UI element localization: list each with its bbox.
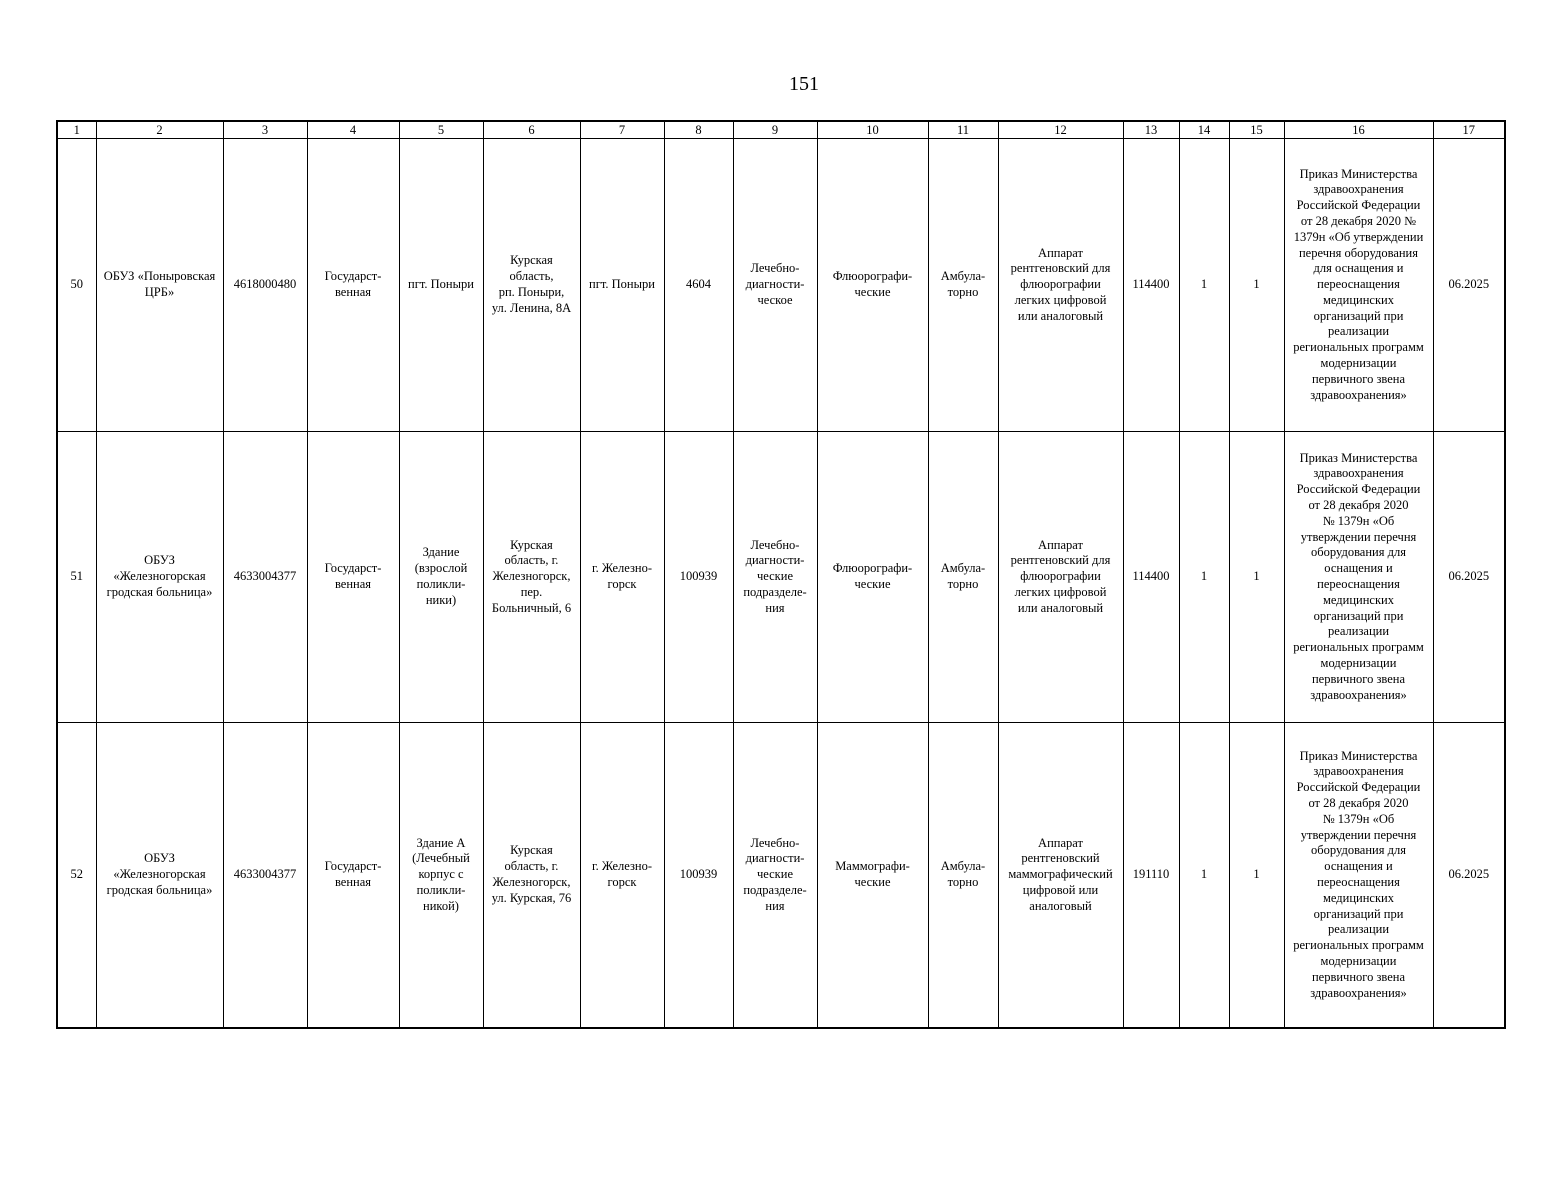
cell-line: или аналоговый xyxy=(1017,600,1104,615)
column-number: 15 xyxy=(1229,121,1284,139)
cell-line: легких цифровой xyxy=(1014,292,1107,307)
cell-line: горск xyxy=(607,577,637,591)
cell-line: Российской Федерации xyxy=(1296,482,1421,497)
cell-line: здравоохранения xyxy=(1313,466,1404,481)
cell-settlement xyxy=(580,723,664,1029)
cell-equipment-name xyxy=(998,723,1123,1029)
cell-line: Аппарат xyxy=(1038,835,1083,850)
cell-equipment-code: 114400 xyxy=(1123,432,1179,723)
cell-building xyxy=(399,139,483,432)
column-number: 12 xyxy=(998,121,1123,139)
cell-line: здравоохранения» xyxy=(1310,687,1407,702)
cell-line: медицинских xyxy=(1323,592,1394,607)
cell-line: венная xyxy=(334,875,372,889)
cell-line: здравоохранения» xyxy=(1310,387,1407,402)
cell-equipment-category xyxy=(817,723,928,1029)
cell-line: Курская xyxy=(510,537,553,552)
cell-line: Аппарат xyxy=(1038,245,1083,260)
column-number: 13 xyxy=(1123,121,1179,139)
cell-inn: 4633004377 xyxy=(223,432,307,723)
cell-line: ЦРБ» xyxy=(144,285,175,299)
cell-line: Приказ Министерства xyxy=(1299,450,1418,465)
cell-inn: 4633004377 xyxy=(223,723,307,1029)
cell-line: Лечебно- xyxy=(750,835,800,850)
cell-line: маммографический xyxy=(1008,867,1113,882)
cell-equipment-name xyxy=(998,432,1123,723)
cell-line: горск xyxy=(607,875,637,889)
cell-line: или аналоговый xyxy=(1017,308,1104,323)
cell-line: оборудования для xyxy=(1311,545,1406,560)
cell-line: ул. Ленина, 8А xyxy=(491,300,572,315)
cell-line: переоснащения xyxy=(1317,277,1400,292)
cell-line: здравоохранения» xyxy=(1310,985,1407,1000)
page-number: 151 xyxy=(789,73,819,95)
cell-line: от 28 декабря 2020 № xyxy=(1300,213,1417,228)
cell-unit-type xyxy=(733,723,817,1029)
cell-line: Приказ Министерства xyxy=(1299,748,1418,763)
cell-care-conditions xyxy=(928,432,998,723)
equipment-table xyxy=(56,120,1506,1029)
cell-line: венная xyxy=(334,577,372,591)
cell-line: «Железногорская xyxy=(113,867,206,882)
cell-line: «Железногорская xyxy=(113,569,206,584)
cell-line: г. Железно- xyxy=(591,859,653,874)
cell-line: утверждении перечня xyxy=(1300,529,1417,544)
cell-line: переоснащения xyxy=(1317,875,1400,889)
cell-line: подразделе- xyxy=(743,584,807,599)
cell-line: Амбула- xyxy=(940,561,986,576)
cell-line: 1379н «Об утверждении xyxy=(1293,229,1424,244)
cell-legal-basis xyxy=(1284,432,1433,723)
cell-line: гродская больница» xyxy=(106,584,213,599)
cell-line: г. Железно- xyxy=(591,561,653,576)
cell-unit-type xyxy=(733,139,817,432)
cell-line: Флюорографи- xyxy=(832,269,913,284)
cell-care-conditions xyxy=(928,723,998,1029)
cell-line: Амбула- xyxy=(940,269,986,284)
cell-line: для оснащения и xyxy=(1313,261,1404,276)
cell-line: Маммографи- xyxy=(835,859,910,874)
cell-line: организаций при xyxy=(1313,906,1404,921)
cell-delivery-date: 06.2025 xyxy=(1433,139,1505,432)
cell-line: организаций при xyxy=(1313,308,1404,323)
cell-quantity-b: 1 xyxy=(1229,432,1284,723)
cell-population: 100939 xyxy=(664,432,733,723)
cell-line: медицинских xyxy=(1323,890,1394,905)
table-body xyxy=(57,139,1505,1029)
cell-line: ческие xyxy=(756,867,793,882)
cell-line: Здание А xyxy=(416,835,466,850)
cell-row-number: 52 xyxy=(57,723,96,1029)
cell-line: Амбула- xyxy=(940,859,986,874)
cell-organization-name xyxy=(96,432,223,723)
cell-quantity-a: 1 xyxy=(1179,432,1229,723)
cell-line: Больничный, 6 xyxy=(491,600,572,615)
cell-line: Государст- xyxy=(324,269,382,284)
cell-equipment-code: 114400 xyxy=(1123,139,1179,432)
cell-legal-basis xyxy=(1284,723,1433,1029)
column-number: 16 xyxy=(1284,121,1433,139)
cell-line: легких цифровой xyxy=(1014,584,1107,599)
cell-line: Государст- xyxy=(324,561,382,576)
column-number: 11 xyxy=(928,121,998,139)
cell-line: здравоохранения xyxy=(1313,182,1404,197)
cell-line: корпус с xyxy=(418,867,464,882)
cell-line: подразделе- xyxy=(743,882,807,897)
cell-line: Российской Федерации xyxy=(1296,198,1421,213)
cell-line: модернизации xyxy=(1320,953,1397,968)
cell-line: утверждении перечня xyxy=(1300,827,1417,842)
cell-address xyxy=(483,432,580,723)
cell-line: (Лечебный xyxy=(412,851,470,866)
cell-line: переоснащения xyxy=(1317,577,1400,591)
cell-line: ул. Курская, 76 xyxy=(491,890,572,905)
cell-equipment-name xyxy=(998,139,1123,432)
cell-line: № 1379н «Об xyxy=(1322,513,1395,528)
cell-line: поликли- xyxy=(416,882,466,897)
cell-line: цифровой или xyxy=(1022,882,1099,897)
cell-line: диагности- xyxy=(745,277,805,292)
cell-line: ники) xyxy=(425,592,457,607)
column-number: 10 xyxy=(817,121,928,139)
cell-line: ния xyxy=(765,898,785,913)
cell-line: региональных программ xyxy=(1293,340,1424,355)
column-number: 2 xyxy=(96,121,223,139)
column-number-row xyxy=(57,121,1505,139)
cell-line: оборудования для xyxy=(1311,843,1406,858)
cell-ownership-form xyxy=(307,139,399,432)
cell-organization-name xyxy=(96,723,223,1029)
cell-address xyxy=(483,723,580,1029)
cell-line: Приказ Министерства xyxy=(1299,166,1418,181)
cell-line: поликли- xyxy=(416,577,466,591)
table-row xyxy=(57,432,1505,723)
cell-line: (взрослой xyxy=(414,561,468,576)
cell-line: Здание xyxy=(422,545,460,560)
cell-delivery-date: 06.2025 xyxy=(1433,432,1505,723)
cell-line: область, г. xyxy=(504,553,559,568)
cell-quantity-a: 1 xyxy=(1179,723,1229,1029)
column-number: 8 xyxy=(664,121,733,139)
cell-line: от 28 декабря 2020 xyxy=(1308,498,1409,513)
column-number: 1 xyxy=(57,121,96,139)
column-number: 6 xyxy=(483,121,580,139)
cell-line: рентгеновский xyxy=(1021,851,1100,866)
cell-organization-name xyxy=(96,139,223,432)
cell-line: модернизации xyxy=(1320,655,1397,670)
cell-quantity-b: 1 xyxy=(1229,139,1284,432)
cell-inn: 4618000480 xyxy=(223,139,307,432)
column-number: 17 xyxy=(1433,121,1505,139)
cell-line: Государст- xyxy=(324,859,382,874)
cell-line: флюорографии xyxy=(1020,277,1101,292)
column-number: 5 xyxy=(399,121,483,139)
cell-line: оснащения и xyxy=(1324,859,1393,874)
cell-line: ческие xyxy=(854,285,891,299)
cell-line: область, г. xyxy=(504,859,559,874)
cell-line: ческие xyxy=(756,569,793,584)
cell-line: венная xyxy=(334,285,372,299)
cell-line: здравоохранения xyxy=(1313,764,1404,779)
cell-line: флюорографии xyxy=(1020,569,1101,584)
cell-settlement xyxy=(580,139,664,432)
cell-care-conditions xyxy=(928,139,998,432)
cell-line: реализации xyxy=(1327,922,1390,937)
cell-line: организаций при xyxy=(1313,608,1404,623)
cell-line: рп. Поныри, xyxy=(498,285,565,299)
cell-line: реализации xyxy=(1327,624,1390,639)
cell-line: региональных программ xyxy=(1293,938,1424,953)
cell-equipment-category xyxy=(817,432,928,723)
table-row xyxy=(57,723,1505,1029)
table-row xyxy=(57,139,1505,432)
cell-line: Курская xyxy=(510,253,553,268)
cell-line: ческое xyxy=(757,292,793,307)
cell-line: Курская xyxy=(510,843,553,858)
column-number: 7 xyxy=(580,121,664,139)
cell-building xyxy=(399,723,483,1029)
cell-line: реализации xyxy=(1327,324,1390,339)
cell-line: модернизации xyxy=(1320,356,1397,371)
cell-line: перечня оборудования xyxy=(1298,245,1418,260)
cell-line: область, xyxy=(509,269,554,284)
cell-settlement xyxy=(580,432,664,723)
cell-address xyxy=(483,139,580,432)
cell-line: рентгеновский для xyxy=(1010,553,1111,568)
cell-row-number: 51 xyxy=(57,432,96,723)
cell-line: ческие xyxy=(854,875,891,889)
cell-legal-basis xyxy=(1284,139,1433,432)
cell-row-number: 50 xyxy=(57,139,96,432)
cell-line: Железногорск, xyxy=(492,875,571,889)
column-number: 14 xyxy=(1179,121,1229,139)
cell-quantity-a: 1 xyxy=(1179,139,1229,432)
cell-line: ческие xyxy=(854,577,891,591)
cell-line: Российской Федерации xyxy=(1296,780,1421,795)
cell-line: первичного звена xyxy=(1311,969,1406,984)
cell-line: пгт. Поныри xyxy=(408,277,474,292)
cell-line: ния xyxy=(765,600,785,615)
cell-line: первичного звена xyxy=(1311,671,1406,686)
cell-ownership-form xyxy=(307,432,399,723)
cell-line: диагности- xyxy=(745,553,805,568)
cell-building xyxy=(399,432,483,723)
cell-line: от 28 декабря 2020 xyxy=(1308,796,1409,811)
cell-delivery-date: 06.2025 xyxy=(1433,723,1505,1029)
column-number: 3 xyxy=(223,121,307,139)
cell-line: диагности- xyxy=(745,851,805,866)
cell-line: пгт. Поныри xyxy=(589,277,655,292)
cell-line: торно xyxy=(947,875,979,889)
cell-line: никой) xyxy=(423,898,459,913)
cell-line: Лечебно- xyxy=(750,261,800,276)
cell-line: № 1379н «Об xyxy=(1322,811,1395,826)
cell-line: торно xyxy=(947,285,979,299)
cell-line: Аппарат xyxy=(1038,537,1083,552)
cell-line: ОБУЗ xyxy=(144,553,175,568)
column-number: 4 xyxy=(307,121,399,139)
cell-line: рентгеновский для xyxy=(1010,261,1111,276)
cell-line: медицинских xyxy=(1323,292,1394,307)
cell-line: ОБУЗ xyxy=(144,851,175,866)
cell-line: Железногорск, xyxy=(492,569,571,584)
cell-unit-type xyxy=(733,432,817,723)
cell-line: первичного звена xyxy=(1311,371,1406,386)
cell-population: 100939 xyxy=(664,723,733,1029)
cell-population: 4604 xyxy=(664,139,733,432)
cell-line: региональных программ xyxy=(1293,640,1424,655)
cell-line: аналоговый xyxy=(1029,898,1092,913)
cell-equipment-category xyxy=(817,139,928,432)
cell-line: Лечебно- xyxy=(750,537,800,552)
cell-line: пер. xyxy=(520,584,543,599)
column-number: 9 xyxy=(733,121,817,139)
cell-line: оснащения и xyxy=(1324,561,1393,576)
cell-line: Флюорографи- xyxy=(832,561,913,576)
cell-line: гродская больница» xyxy=(106,882,213,897)
cell-line: ОБУЗ «Поныровская xyxy=(103,269,216,284)
cell-line: торно xyxy=(947,577,979,591)
cell-quantity-b: 1 xyxy=(1229,723,1284,1029)
cell-equipment-code: 191110 xyxy=(1123,723,1179,1029)
cell-ownership-form xyxy=(307,723,399,1029)
